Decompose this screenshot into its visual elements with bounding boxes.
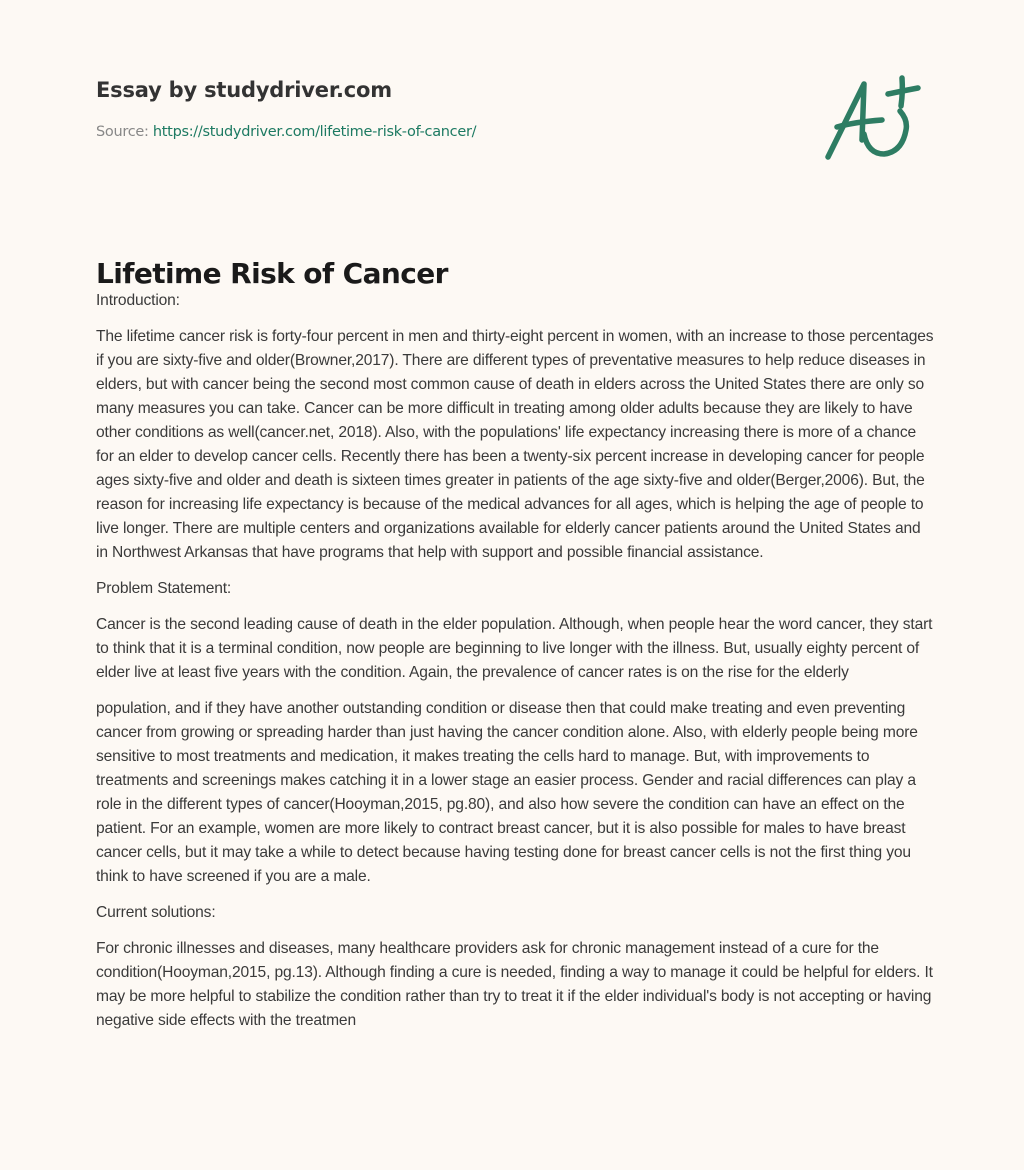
paragraph-current-solutions: For chronic illnesses and diseases, many healthcare providers ask for chronic management instead of a cure for the condition(Hooyman,2015, pg.13). Although finding a cure is needed, finding a way to manage it could be helpful for elders. It may be more helpful to stabilize the condition rather than try to treat it if the elder individual's body is not accepting or having negative side effects with the treatmen [96, 940, 933, 1029]
section-heading-problem-statement: Problem Statement: [96, 580, 232, 597]
section-heading-introduction: Introduction: [96, 292, 180, 309]
document-title: Lifetime Risk of Cancer [96, 257, 448, 290]
essay-header [96, 76, 476, 142]
paragraph-introduction: The lifetime cancer risk is forty-four percent in men and thirty-eight percent in women, with an increase to those percentages if you are sixty-five and older(Browner,2017). There are different types of preventative measures to help reduce diseases in elders, but with cancer being the second most common cause of death in elders across the United States there are only so many measures you can take. Cancer can be more difficult in treating among older adults because they are likely to have other conditions as well(cancer.net, 2018). Also, with the populations' life expectancy increasing there is more of a chance for an elder to develop cancer cells. Recently there has been a twenty-six percent increase in developing cancer for people ages sixty-five and older and death is sixteen times greater in patients of the age sixty-five and older(Berger,2006). But, the reason for increasing life expectancy is because of the medical advances for all ages, which is helping the age of people to live longer. There are multiple centers and organizations available for elderly cancer patients around the United States and in Northwest Arkansas that have programs that help with support and possible financial assistance. [96, 328, 934, 561]
paragraph-problem-statement-continued: population, and if they have another outstanding condition or disease then that could make treating and even preventing cancer from growing or spreading harder than just having the cancer condition alone. Also, with elderly people being more sensitive to most treatments and medication, it makes treating the cells hard to manage. But, with improvements to treatments and screenings makes catching it in a lower stage an easier process. Gender and racial differences can play a role in the different types of cancer(Hooyman,2015, pg.80), and also how severe the condition can have an effect on the patient. For an example, women are more likely to contract breast cancer, but it is also possible for males to have breast cancer cells, but it may take a while to detect because having testing done for breast cancer cells is not the first thing you think to have screened if you are a male. [96, 700, 918, 885]
source-label: Source: [96, 124, 149, 140]
source-link[interactable]: https://studydriver.com/lifetime-risk-of-cancer/ [152, 124, 477, 140]
source-line [96, 122, 476, 142]
essay-body [96, 289, 936, 1045]
section-heading-current-solutions: Current solutions: [96, 904, 216, 921]
brand-title: Essay by studydriver.com [96, 78, 392, 102]
paragraph-problem-statement: Cancer is the second leading cause of death in the elder population. Although, when people hear the word cancer, they start to think that it is a terminal condition, now people are beginning to live longer with the illness. But, usually eighty percent of elder live at least five years with the condition. Again, the prevalence of cancer rates is on the rise for the elderly [96, 616, 933, 681]
a-plus-grade-icon [818, 64, 930, 168]
